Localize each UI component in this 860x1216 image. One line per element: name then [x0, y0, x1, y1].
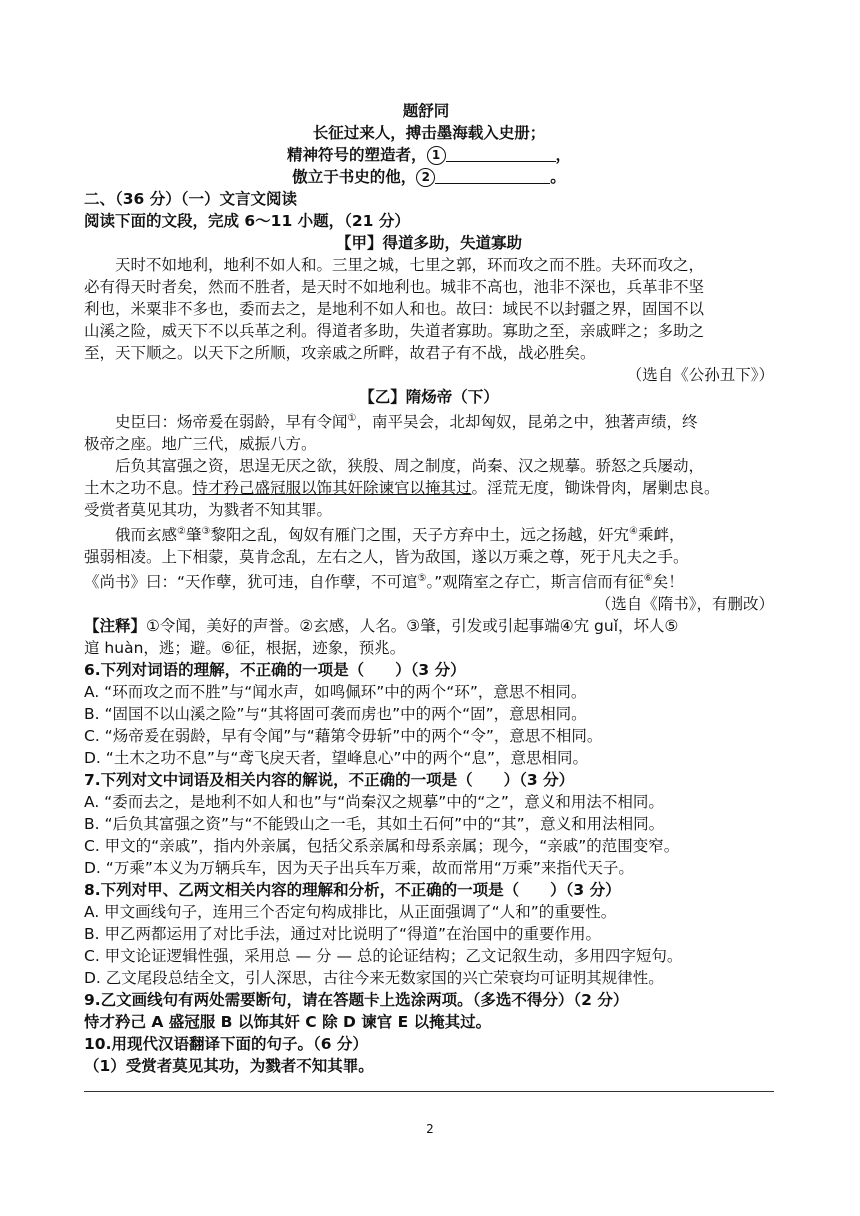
passage-yi-source: （选自《隋书》，有删改） [595, 595, 774, 614]
passage-jia-line: 天时不如地利，地利不如人和。三里之城，七里之郭，环而攻之而不胜。夫环而攻之， [115, 256, 705, 274]
poem-line-3 [84, 166, 774, 188]
passage-yi-text: 俄而玄感 [115, 526, 178, 545]
question-6-stem: 6.下列对词语的理解，不正确的一项是（ ）（3 分） [84, 661, 466, 680]
blank-number-1: 1 [427, 146, 446, 165]
poem-line-3-punct: 。 [550, 168, 566, 186]
poem-line-2-text: 精神符号的塑造者， [286, 146, 427, 164]
question-8-stem: 8.下列对甲、乙两文相关内容的理解和分析，不正确的一项是（ ）（3 分） [84, 881, 621, 900]
question-6-option-d: D. “土木之功不息”与“鸢飞戾天者，望峰息心”中的两个“息”，意思相同。 [84, 749, 588, 768]
passage-yi-line: 后负其富强之资，思逞无厌之欲，狭殷、周之制度，尚秦、汉之规摹。骄怒之兵屡动， [115, 457, 705, 476]
footnote-marker: ⑥ [643, 573, 653, 585]
question-7-option-b: B. “后负其富强之资”与“不能毁山之一毛，其如土石何”中的“其”，意义和用法相同。 [84, 815, 665, 834]
passage-jia-line: 必有得天时者矣，然而不胜者，是天时不如地利也。城非不高也，池非不深也，兵革非不坚 [84, 278, 705, 296]
passage-yi-text: 黎阳之乱，匈奴有雁门之围，天子方弃中土，远之扬越，奸宄 [210, 526, 629, 545]
answer-blank-1[interactable] [446, 145, 556, 162]
footnote-marker: ① [347, 413, 357, 424]
poem-line-2-punct: ， [555, 146, 572, 164]
passage-yi-text: 矣！ [652, 573, 684, 592]
footnote-marker: ② [177, 526, 186, 538]
question-7-option-d: D. “万乘”本义为万辆兵车，因为天子出兵车万乘，故而常用“万乘”来指代天子。 [84, 859, 634, 878]
passage-jia-line: 山溪之险，威天下不以兵革之利。得道者多助，失道者寡助。寡助之至，亲戚畔之；多助之 [84, 322, 705, 340]
page-number: 2 [426, 1122, 434, 1136]
passage-jia-line: 至，天下顺之。以天下之所顺，攻亲戚之所畔，故君子有不战，战必胜矣。 [84, 344, 596, 362]
passage-yi-line: 受赏者莫见其功，为戮者不知其罪。 [84, 501, 333, 520]
answer-blank-2[interactable] [435, 167, 550, 184]
poem-line-1: 长征过来人，搏击墨海载入史册； [312, 124, 546, 142]
footnote-marker: ⑤ [417, 573, 427, 585]
question-6-option-a: A. “环而攻之而不胜”与“闻水声，如鸣佩环”中的两个“环”，意思不相同。 [84, 683, 587, 702]
passage-jia-title: 【甲】得道多助，失道寡助 [335, 234, 522, 252]
notes-line [84, 615, 774, 637]
question-9-options: 恃才矜己 A 盛冠服 B 以饰其奸 C 除 D 谏官 E 以掩其过。 [84, 1013, 492, 1032]
question-8-option-d: D. 乙文尾段总结全文，引人深思，古往今来无数家国的兴亡荣衰均可证明其规律性。 [84, 969, 664, 988]
passage-yi-line [84, 568, 774, 593]
passage-yi-text: 肇 [185, 526, 202, 545]
passage-yi-line [84, 521, 774, 546]
footnote-marker: ④ [628, 526, 638, 538]
question-7-stem: 7.下列对文中词语及相关内容的解说，不正确的一项是（ ）（3 分） [84, 771, 575, 790]
question-6-option-c: C. “炀帝爰在弱龄，早有令闻”与“藉第令毋斩”中的两个“令”，意思不相同。 [84, 727, 603, 746]
section-instruction: 阅读下面的文段，完成 6～11 小题，（21 分） [84, 212, 410, 230]
question-10-stem: 10.用现代汉语翻译下面的句子。（6 分） [84, 1035, 368, 1054]
passage-yi-line: 极帝之座。地广三代，威振八方。 [84, 435, 317, 454]
notes-line: 逭 huàn，逃；避。⑥征，根据，迹象，预兆。 [84, 639, 406, 658]
footnote-marker: ③ [201, 526, 211, 538]
notes-text: ①令闻，美好的声誉。②玄感，人名。③肇，引发或引起事端④宄 guǐ，坏人⑤ [146, 617, 679, 636]
passage-yi-text: ，南平吴会，北却匈奴，昆弟之中，独著声绩，终 [356, 413, 698, 432]
question-10-sentence-1: （1）受赏者莫见其功，为戮者不知其罪。 [84, 1057, 374, 1076]
poem-title: 题舒同 [402, 102, 450, 120]
exam-page [84, 100, 774, 1077]
passage-yi-text: 史臣曰：炀帝爰在弱龄，早有令闻 [115, 413, 348, 432]
section-heading: 二、（36 分）（一）文言文阅读 [84, 190, 297, 208]
passage-yi-text: 土木之功不息。 [84, 479, 193, 498]
blank-number-2: 2 [416, 168, 435, 187]
passage-yi-text: 。”观隋室之存亡，斯言信而有征 [426, 573, 644, 592]
poem-line-2 [84, 144, 774, 166]
passage-jia-line: 利也，米粟非不多也，委而去之，是地利不如人和也。故曰：域民不以封疆之界，固国不以 [84, 300, 705, 318]
passage-jia-source: （选自《公孙丑下》） [626, 366, 774, 384]
passage-yi-line [84, 477, 774, 499]
question-6-option-b: B. “固国不以山溪之险”与“其将固可袭而虏也”中的两个“固”，意思相同。 [84, 705, 587, 724]
answer-line [84, 1091, 774, 1092]
passage-yi-title: 【乙】隋炀帝（下） [359, 388, 499, 406]
passage-yi-line [84, 408, 774, 433]
question-9-stem: 9.乙文画线句有两处需要断句，请在答题卡上选涂两项。（多选不得分）（2 分） [84, 991, 629, 1010]
underlined-sentence: 恃才矜己盛冠服以饰其奸除谏官以掩其过 [192, 479, 472, 498]
passage-yi-line: 强弱相凌。上下相蒙，莫肯念乱，左右之人，皆为敌国，遂以万乘之尊，死于凡夫之手。 [84, 548, 689, 567]
question-8-option-c: C. 甲文论证逻辑性强，采用总 — 分 — 总的论证结构；乙文记叙生动，多用四字短句。 [84, 947, 683, 966]
passage-yi-text: 。淫荒无度，锄诛骨肉，屠剿忠良。 [471, 479, 720, 498]
question-7-option-a: A. “委而去之，是地利不如人和也”与“尚秦汉之规摹”中的“之”，意义和用法不相同。 [84, 793, 664, 812]
poem-line-3-text: 傲立于书史的他， [292, 168, 417, 186]
question-8-option-a: A. 甲文画线句子，连用三个否定句构成排比，从正面强调了“人和”的重要性。 [84, 903, 617, 922]
question-8-option-b: B. 甲乙两都运用了对比手法，通过对比说明了“得道”在治国中的重要作用。 [84, 925, 602, 944]
passage-yi-text: 乘衅， [637, 526, 685, 545]
notes-label: 【注释】 [84, 617, 147, 636]
passage-yi-text: 《尚书》曰：“天作孽，犹可违，自作孽，不可逭 [84, 573, 418, 592]
question-7-option-c: C. 甲文的“亲戚”，指内外亲属，包括父系亲属和母系亲属；现今，“亲戚”的范围变窄。 [84, 837, 680, 856]
